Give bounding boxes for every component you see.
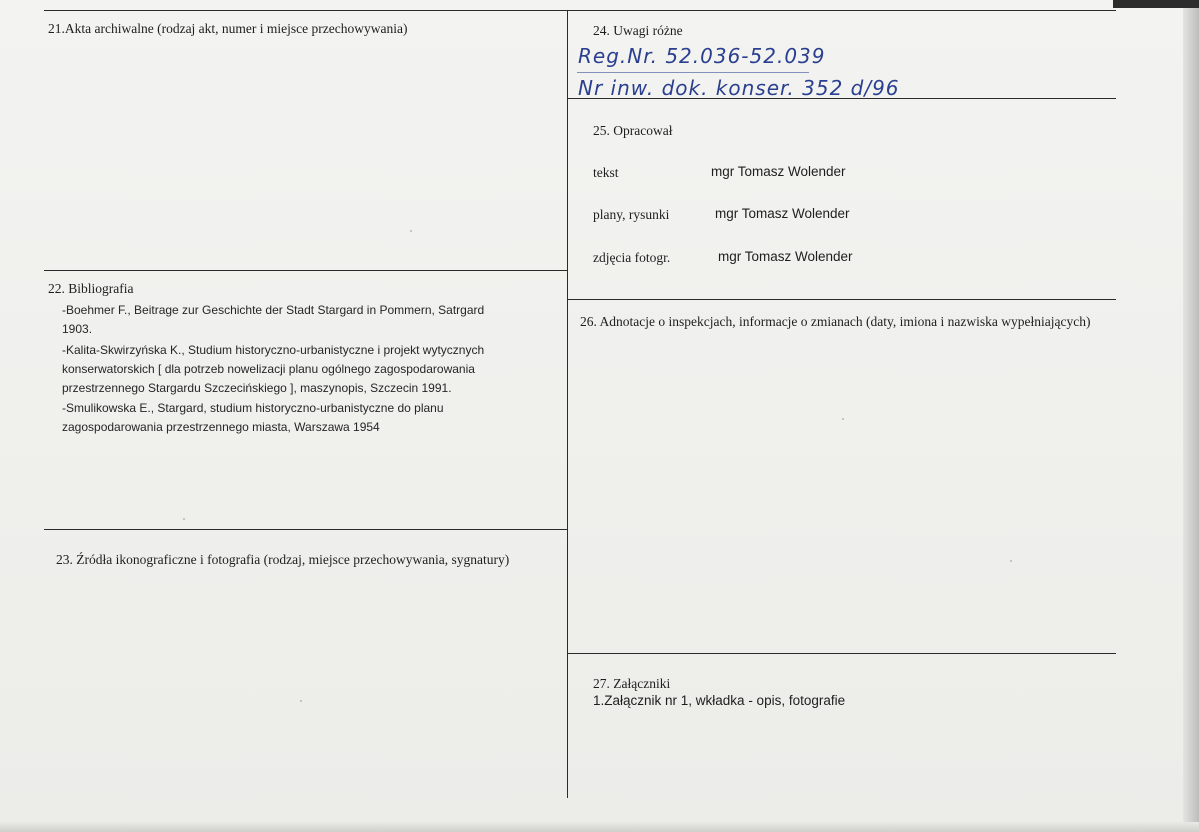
scan-edge-bottom bbox=[0, 822, 1199, 832]
author-row-value: mgr Tomasz Wolender bbox=[715, 206, 850, 221]
scan-corner-top-right bbox=[1113, 0, 1199, 8]
bibliography-line: -Boehmer F., Beitrage zur Geschichte der Stadt Stargard in Pommern, Satrgard bbox=[62, 303, 485, 317]
handwritten-inventory-number: Nr inw. dok. konser. 352 d/96 bbox=[578, 76, 900, 100]
bibliography-line: konserwatorskich [ dla potrzeb nowelizacji planu ogólnego zagospodarowania bbox=[62, 362, 475, 376]
bibliography-line: zagospodarowania przestrzennego miasta, Warszawa 1954 bbox=[62, 420, 380, 434]
center-divider-line bbox=[567, 10, 568, 798]
section-23-title: 23. Źródła ikonograficzne i fotografia (rodzaj, miejsce przechowywania, sygnatury) bbox=[56, 552, 510, 567]
section-26-title: 26. Adnotacje o inspekcjach, informacje o zmianach (daty, imiona i nazwiska wypełniających) bbox=[580, 314, 1091, 329]
bibliography-line: 1903. bbox=[62, 322, 93, 336]
section-24-title: 24. Uwagi różne bbox=[593, 23, 683, 38]
scan-speck bbox=[842, 418, 844, 420]
divider-line-25-26 bbox=[567, 299, 1116, 300]
author-row-value: mgr Tomasz Wolender bbox=[711, 164, 846, 179]
author-row-label: plany, rysunki bbox=[593, 207, 670, 222]
divider-line-21-22 bbox=[44, 270, 568, 271]
attachment-item: 1.Załącznik nr 1, wkładka - opis, fotografie bbox=[593, 693, 846, 708]
scan-speck bbox=[183, 518, 185, 520]
author-row-value: mgr Tomasz Wolender bbox=[718, 249, 853, 264]
bibliography-line: -Smulikowska E., Stargard, studium historyczno-urbanistyczne do planu bbox=[62, 401, 444, 415]
handwriting-underline bbox=[577, 72, 809, 73]
section-21-title: 21.Akta archiwalne (rodzaj akt, numer i miejsce przechowywania) bbox=[48, 21, 408, 36]
scan-speck bbox=[410, 230, 412, 232]
top-border-line bbox=[44, 10, 1116, 11]
divider-line-22-23 bbox=[44, 529, 568, 530]
bibliography-line: -Kalita-Skwirzyńska K., Studium historyczno-urbanistyczne i projekt wytycznych bbox=[62, 343, 485, 357]
bibliography-line: przestrzennego Stargardu Szczecińskiego ], maszynopis, Szczecin 1991. bbox=[62, 381, 452, 395]
scan-speck bbox=[1010, 560, 1012, 562]
author-row-label: zdjęcia fotogr. bbox=[593, 250, 671, 265]
section-22-title: 22. Bibliografia bbox=[48, 281, 134, 296]
scan-speck bbox=[300, 700, 302, 702]
author-row-label: tekst bbox=[593, 165, 619, 180]
handwritten-registry-number: Reg.Nr. 52.036-52.039 bbox=[578, 44, 826, 68]
divider-line-26-27 bbox=[567, 653, 1116, 654]
section-25-title: 25. Opracował bbox=[593, 123, 673, 138]
scan-edge-right bbox=[1183, 0, 1199, 832]
section-27-title: 27. Załączniki bbox=[593, 676, 671, 691]
